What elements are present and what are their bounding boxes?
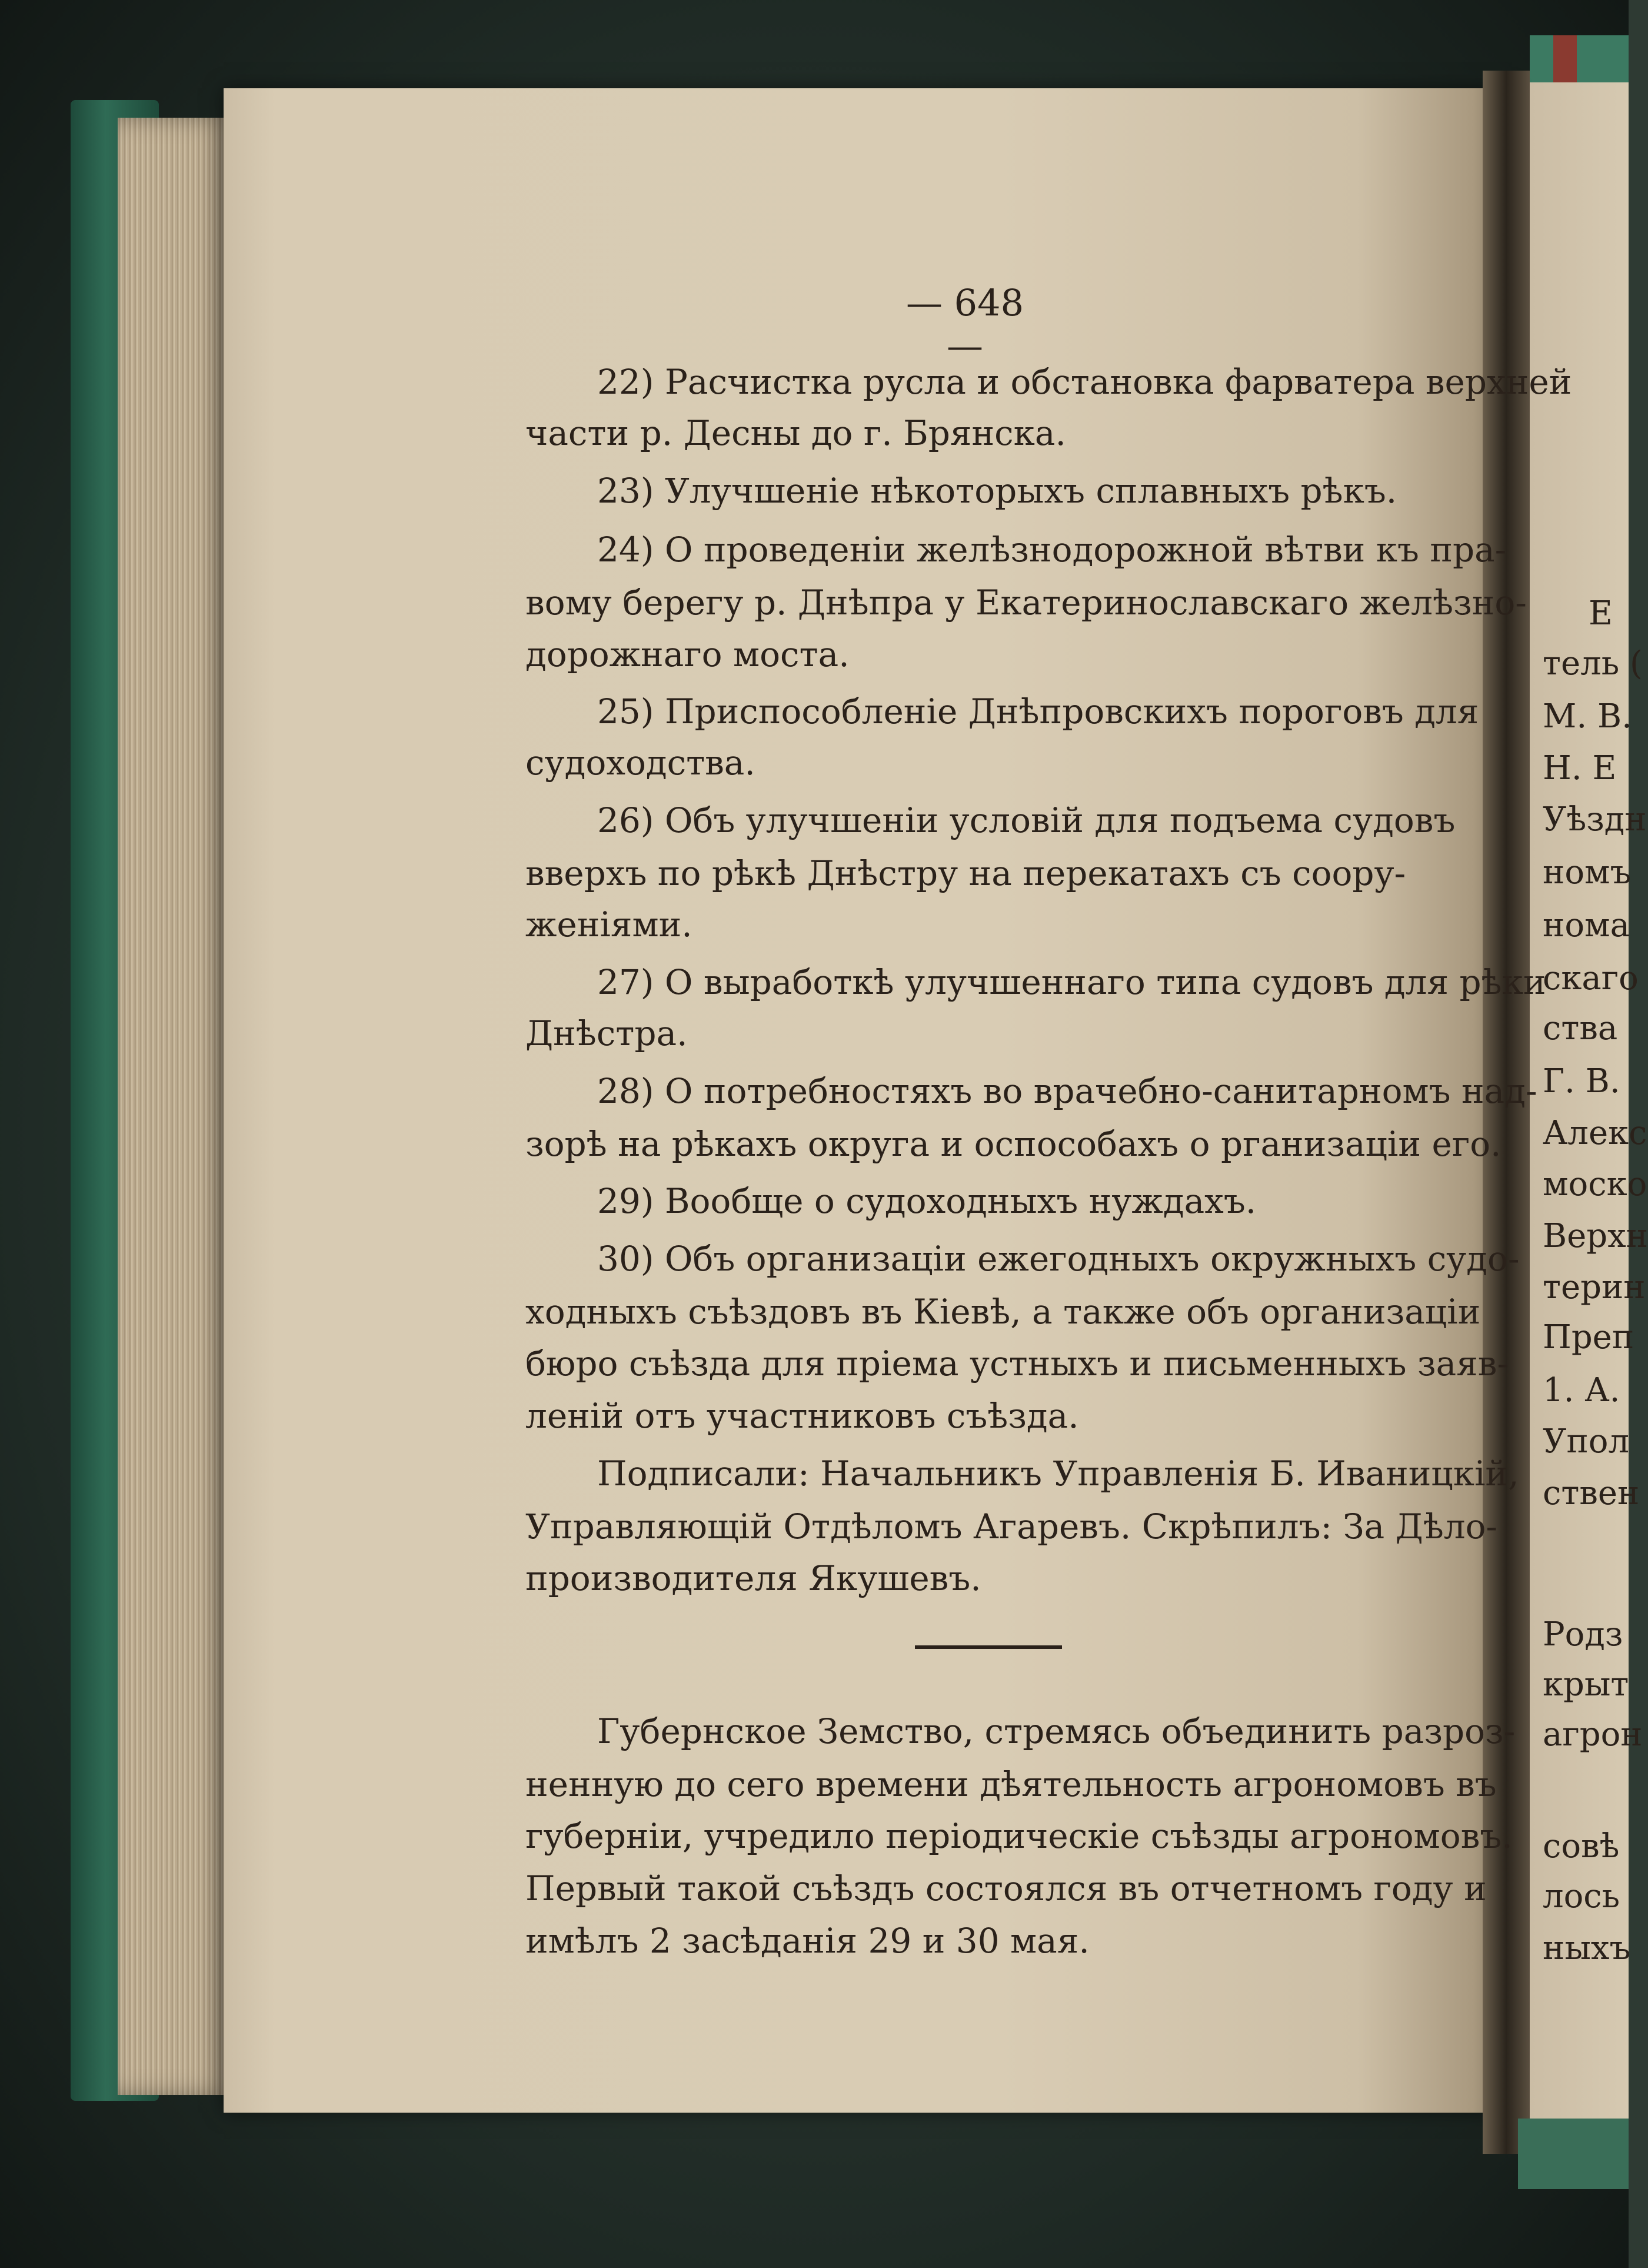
right-page-fragment: ствен xyxy=(1543,1474,1640,1512)
right-page-fragment: совѣ xyxy=(1543,1827,1620,1865)
right-page-fragment: Преп xyxy=(1543,1318,1634,1356)
right-page-fragment: Г. В. xyxy=(1543,1062,1620,1100)
item-line: 30) Объ организаціи ежегодныхъ окружныхъ судо- xyxy=(597,1239,1520,1279)
right-page-fragment: М. В. xyxy=(1543,697,1632,736)
right-page-fragment: лось xyxy=(1543,1877,1620,1916)
book-cover-right-bottom xyxy=(1518,2119,1629,2189)
paragraph-line: имѣлъ 2 засѣданія 29 и 30 мая. xyxy=(525,1921,1090,1961)
right-page-fragment: крыт xyxy=(1543,1665,1629,1704)
item-line: ходныхъ съѣздовъ въ Кіевѣ, а также объ организаціи xyxy=(525,1292,1481,1332)
page-number: — 648 — xyxy=(905,281,1024,367)
book-edge-red xyxy=(1553,35,1577,88)
book-cover-right-top xyxy=(1530,35,1629,88)
item-line: 25) Приспособленіе Днѣпровскихъ пороговъ для xyxy=(597,691,1479,731)
item-line: вому берегу р. Днѣпра у Екатеринославскаго желѣзно- xyxy=(525,583,1527,623)
right-page-fragment: скаго xyxy=(1543,959,1639,997)
item-line: вверхъ по рѣкѣ Днѣстру на перекатахъ съ соору- xyxy=(525,853,1406,893)
paragraph-line: Губернское Земство, стремясь объединить разроз- xyxy=(597,1711,1516,1751)
signature-line: Подписали: Начальникъ Управленія Б. Иваницкій, xyxy=(597,1454,1519,1494)
item-line: женіями. xyxy=(525,904,693,945)
right-page-fragment: Алекс xyxy=(1543,1114,1647,1152)
item-line: дорожнаго моста. xyxy=(525,634,850,674)
item-line: части р. Десны до г. Брянска. xyxy=(525,413,1066,453)
signature-line: Управляющій Отдѣломъ Агаревъ. Скрѣпилъ: За Дѣло- xyxy=(525,1507,1498,1547)
paragraph-line: Первый такой съѣздъ состоялся въ отчетномъ году и xyxy=(525,1868,1487,1908)
right-page-fragment: Родз xyxy=(1543,1615,1623,1654)
right-page-fragment: моско xyxy=(1543,1165,1647,1203)
page-edges xyxy=(118,118,229,2095)
right-page-fragment: Упол xyxy=(1543,1422,1630,1461)
item-line: 28) О потребностяхъ во врачебно-санитарномъ над- xyxy=(597,1071,1537,1111)
item-line: судоходства. xyxy=(525,743,755,783)
item-line: 24) О проведеніи желѣзнодорожной вѣтви къ пра- xyxy=(597,530,1507,570)
right-page-fragment: номъ xyxy=(1543,853,1632,892)
right-page-fragment: Уѣздн xyxy=(1543,800,1647,839)
item-line: 29) Вообще о судоходныхъ нуждахъ. xyxy=(597,1181,1257,1221)
right-page-fragment: нома xyxy=(1543,906,1630,945)
right-page-fragment: Н. Е xyxy=(1543,749,1617,787)
item-line: 26) Объ улучшеніи условій для подъема судовъ xyxy=(597,800,1456,840)
item-line: 22) Расчистка русла и обстановка фарватера верхней xyxy=(597,362,1572,402)
item-line: бюро съѣзда для пріема устныхъ и письменныхъ заяв- xyxy=(525,1343,1509,1384)
item-line: 27) О выработкѣ улучшеннаго типа судовъ для рѣки xyxy=(597,962,1546,1002)
section-divider xyxy=(915,1645,1062,1649)
right-page-fragment: Е xyxy=(1589,594,1613,633)
paragraph-line: ненную до сего времени дѣятельность агрономовъ въ xyxy=(525,1764,1497,1804)
right-page-fragment: ныхъ xyxy=(1543,1929,1631,1967)
item-line: леній отъ участниковъ съѣзда. xyxy=(525,1396,1079,1436)
right-page-fragment: Верхн xyxy=(1543,1217,1648,1255)
item-line: зорѣ на рѣкахъ округа и оспособахъ о рганизаціи его. xyxy=(525,1124,1501,1164)
signature-line: производителя Якушевъ. xyxy=(525,1558,981,1598)
right-page-fragment: агрон xyxy=(1543,1715,1643,1754)
item-line: Днѣстра. xyxy=(525,1013,688,1053)
item-line: 23) Улучшеніе нѣкоторыхъ сплавныхъ рѣкъ. xyxy=(597,471,1397,511)
right-page-fragment: терин xyxy=(1543,1268,1646,1306)
right-page-fragment: ства xyxy=(1543,1009,1618,1047)
right-page-fragment: тель ( xyxy=(1543,644,1643,683)
paragraph-line: губерніи, учредило періодическіе съѣзды агрономовъ. xyxy=(525,1816,1513,1856)
right-page-fragment: 1. А. xyxy=(1543,1371,1620,1409)
